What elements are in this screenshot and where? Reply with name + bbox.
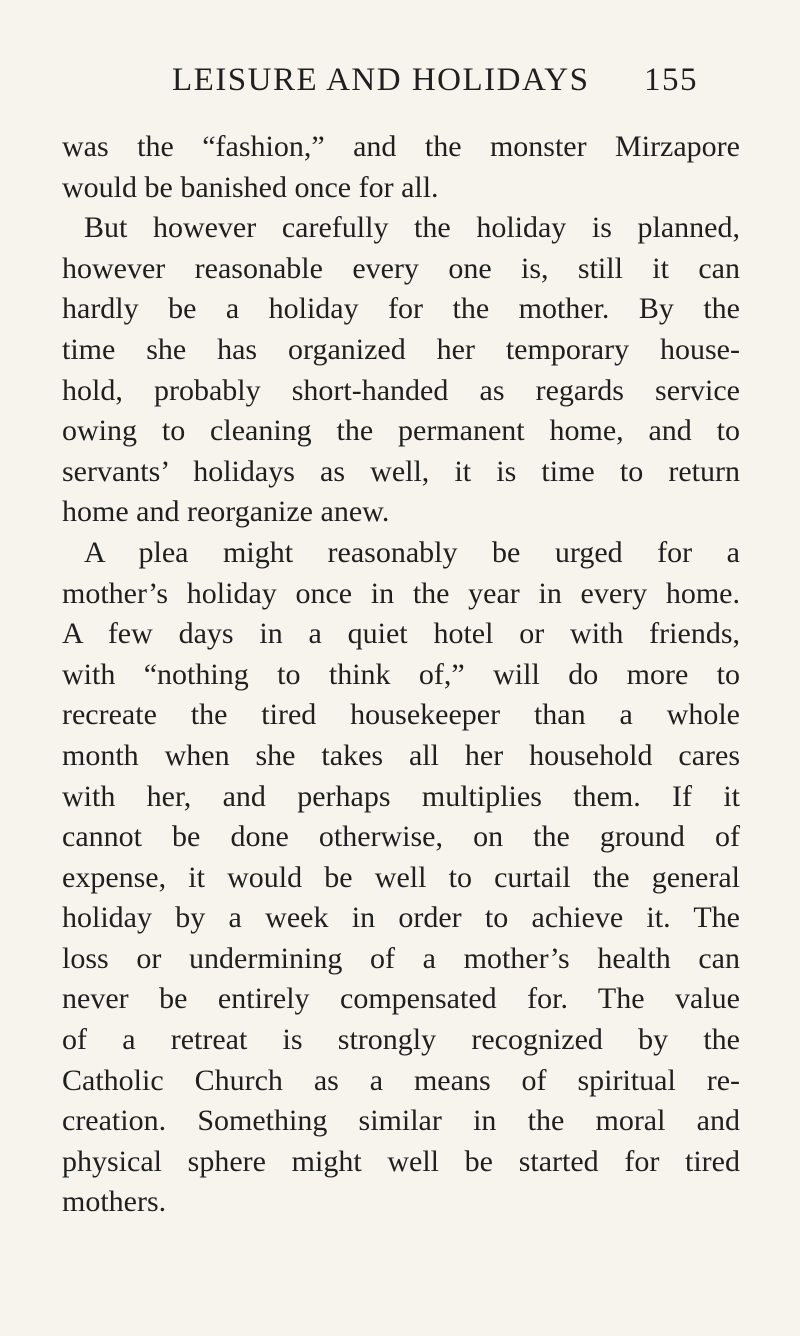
text-line: owing to cleaning the permanent home, and to xyxy=(62,414,740,448)
text-line: cannot be done otherwise, on the ground of xyxy=(62,820,740,854)
text-line: with her, and perhaps multiplies them. If it xyxy=(62,779,740,813)
text-line: But however carefully the holiday is planned, xyxy=(84,211,740,245)
text-line: with “nothing to think of,” will do more to xyxy=(62,657,740,691)
text-line: of a retreat is strongly recognized by the xyxy=(62,1023,740,1057)
text-line: creation. Something similar in the moral and xyxy=(62,1104,740,1138)
text-line: time she has organized her temporary house- xyxy=(62,332,740,366)
text-line: mothers. xyxy=(62,1185,167,1219)
text-line: never be entirely compensated for. The value xyxy=(62,982,740,1016)
text-line: servants’ holidays as well, it is time to return xyxy=(62,454,740,488)
text-line: mother’s holiday once in the year in every home. xyxy=(62,576,740,610)
page-number: 155 xyxy=(644,62,698,98)
text-line: physical sphere might well be started for tired xyxy=(62,1144,740,1178)
text-line: would be banished once for all. xyxy=(62,170,439,204)
body-text xyxy=(62,127,740,1223)
text-line: however reasonable every one is, still it can xyxy=(62,251,740,285)
text-line: loss or undermining of a mother’s health can xyxy=(62,941,740,975)
text-line: hardly be a holiday for the mother. By the xyxy=(62,292,740,326)
running-title: LEISURE AND HOLIDAYS xyxy=(172,62,590,98)
text-line: Catholic Church as a means of spiritual re- xyxy=(62,1063,740,1097)
text-line: was the “fashion,” and the monster Mirzapore xyxy=(62,130,740,163)
text-line: A plea might reasonably be urged for a xyxy=(84,535,740,569)
running-head xyxy=(172,58,698,102)
text-line: home and reorganize anew. xyxy=(62,495,390,529)
text-line: expense, it would be well to curtail the general xyxy=(62,860,740,894)
text-line: holiday by a week in order to achieve it. The xyxy=(62,901,740,935)
text-line: month when she takes all her household cares xyxy=(62,738,740,772)
text-line: A few days in a quiet hotel or with friends, xyxy=(62,617,740,651)
text-line: recreate the tired housekeeper than a whole xyxy=(62,698,740,732)
text-line: hold, probably short-handed as regards service xyxy=(62,373,740,407)
